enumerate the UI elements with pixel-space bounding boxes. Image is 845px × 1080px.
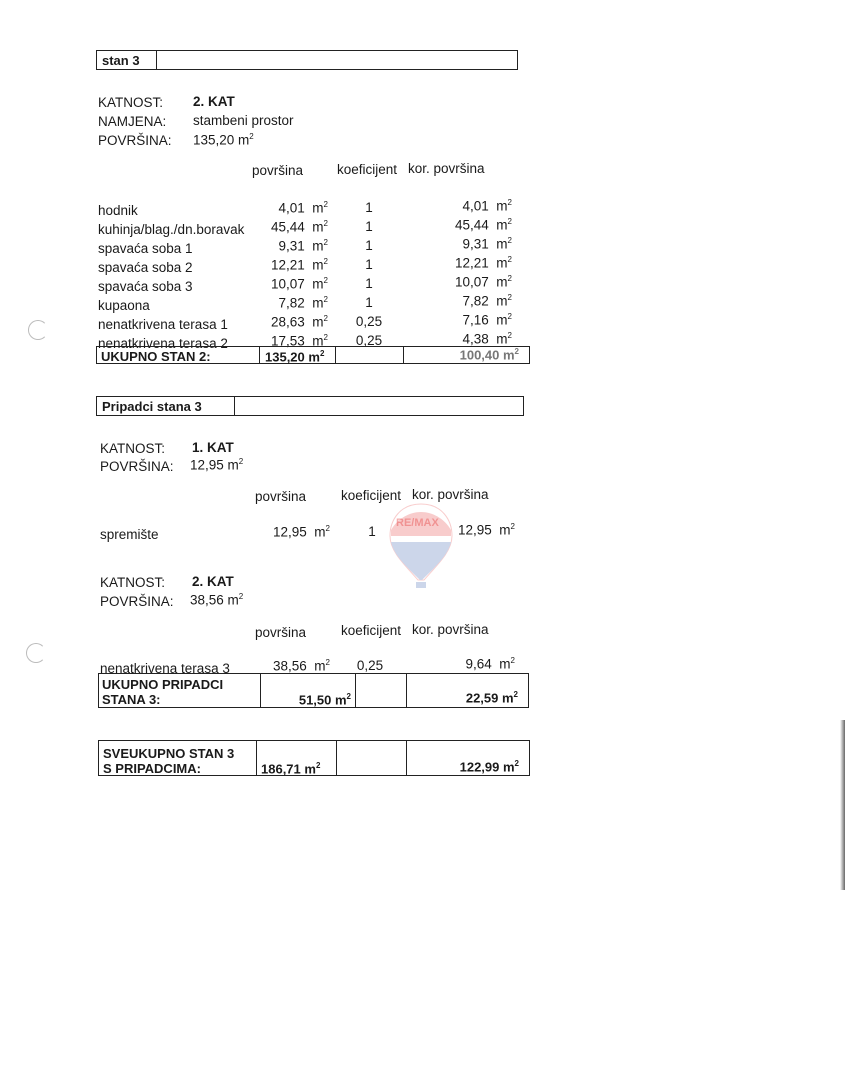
total-pripadci-kor: 22,59 $m^2$ [465, 690, 518, 706]
katnost-value: 2. KAT [193, 94, 235, 109]
remax-balloon-watermark [386, 500, 456, 590]
row-3-kor: 12,21 $m^2$ [454, 255, 512, 271]
row-1-coef: 1 [365, 219, 373, 234]
col-header-kor-povrsina-2: kor. površina [412, 487, 489, 502]
povrsina1-value: 12,95 $m^2$ [190, 457, 244, 473]
row-4-kor: 10,07 $m^2$ [454, 274, 512, 290]
row-5-area: 7,82 $m^2$ [278, 295, 328, 311]
row-terasa3-name: nenatkrivena terasa 3 [100, 661, 230, 676]
katnost-label: KATNOST: [98, 95, 164, 110]
namjena-label: NAMJENA: [98, 114, 167, 129]
katnost1-label: KATNOST: [100, 441, 166, 456]
col-header-koeficijent-3: koeficijent [341, 623, 402, 638]
katnost2-label: KATNOST: [100, 575, 166, 590]
row-3-area: 12,21 $m^2$ [270, 257, 328, 273]
punch-hole-top [28, 320, 48, 340]
row-terasa3-kor: 9,64 $m^2$ [465, 656, 515, 672]
col-header-kor-povrsina-3: kor. površina [412, 622, 489, 637]
row-1-area: 45,44 $m^2$ [270, 219, 328, 235]
grand-total-label: SVEUKUPNO STAN 3 S PRIPADCIMA: [99, 741, 257, 775]
remax-watermark-text: RE/MAX [396, 517, 439, 529]
row-spremiste-name: spremište [100, 527, 159, 542]
col-header-povrsina-2: površina [255, 489, 307, 504]
total-pripadci-area: 51,50 $m^2$ [261, 674, 356, 707]
total-pripadci-label: UKUPNO PRIPADCI STANA 3: [99, 674, 261, 707]
row-7-coef: 0,25 [355, 333, 383, 348]
povrsina2-value: 38,56 $m^2$ [190, 592, 244, 608]
row-4-coef: 1 [365, 276, 373, 291]
grand-total-empty [337, 741, 407, 775]
row-spremiste-kor: 12,95 $m^2$ [457, 522, 515, 538]
row-2-name: spavaća soba 1 [98, 241, 193, 256]
row-5-coef: 1 [365, 295, 373, 310]
povrsina2-label: POVRŠINA: [100, 594, 174, 609]
section-header-stan [96, 50, 518, 70]
row-3-coef: 1 [365, 257, 373, 272]
row-6-name: nenatkrivena terasa 1 [98, 317, 228, 332]
section-header-label: stan 3 [97, 51, 157, 69]
section-header-pripadci [96, 396, 524, 416]
row-4-area: 10,07 $m^2$ [270, 276, 328, 292]
row-6-kor: 7,16 $m^2$ [462, 312, 512, 328]
povrsina-value: 135,20 $m^2$ [193, 132, 254, 148]
row-0-kor: 4,01 $m^2$ [462, 198, 512, 214]
row-7-name: nenatkrivena terasa 2 [98, 336, 228, 351]
grand-total-kor: 122,99 $m^2$ [459, 759, 519, 775]
col-header-povrsina-3: površina [255, 625, 307, 640]
row-7-area: 17,53 $m^2$ [270, 333, 328, 349]
total-pripadci-empty [356, 674, 407, 707]
katnost1-value: 1. KAT [192, 440, 234, 455]
row-5-kor: 7,82 $m^2$ [462, 293, 512, 309]
row-1-name: kuhinja/blag./dn.boravak [98, 222, 245, 237]
row-terasa3-area: 38,56 $m^2$ [272, 658, 330, 674]
col-header-koeficijent: koeficijent [337, 162, 398, 177]
grand-total-area: 186,71 $m^2$ [257, 741, 337, 775]
povrsina1-label: POVRŠINA: [100, 459, 174, 474]
row-2-coef: 1 [365, 238, 373, 253]
total-row-pripadci [98, 673, 529, 708]
total-empty-cell [336, 347, 404, 363]
scan-edge [840, 720, 845, 890]
row-spremiste-coef: 1 [368, 524, 376, 539]
col-header-koeficijent-2: koeficijent [341, 488, 402, 503]
row-terasa3-coef: 0,25 [356, 658, 384, 673]
row-3-name: spavaća soba 2 [98, 260, 193, 275]
punch-hole-bottom [26, 643, 46, 663]
row-6-area: 28,63 $m^2$ [270, 314, 328, 330]
col-header-povrsina: površina [252, 163, 304, 178]
row-0-name: hodnik [98, 203, 138, 218]
row-4-name: spavaća soba 3 [98, 279, 193, 294]
katnost2-value: 2. KAT [192, 574, 234, 589]
section-header-pripadci-label: Pripadci stana 3 [97, 397, 235, 415]
row-6-coef: 0,25 [355, 314, 383, 329]
row-0-area: 4,01 $m^2$ [278, 200, 328, 216]
col-header-kor-povrsina: kor. površina [408, 161, 485, 176]
row-5-name: kupaona [98, 298, 150, 313]
row-spremiste-area: 12,95 $m^2$ [272, 524, 330, 540]
total-label: UKUPNO STAN 2: [97, 347, 260, 363]
row-2-kor: 9,31 $m^2$ [462, 236, 512, 252]
row-2-area: 9,31 $m^2$ [278, 238, 328, 254]
grand-total-row [98, 740, 530, 776]
povrsina-label: POVRŠINA: [98, 133, 172, 148]
total-kor: 100,40 $m^2$ [459, 347, 519, 363]
row-0-coef: 1 [365, 200, 373, 215]
row-1-kor: 45,44 $m^2$ [454, 217, 512, 233]
row-7-kor: 4,38 $m^2$ [462, 331, 512, 347]
total-row-stan [96, 346, 530, 364]
namjena-value: stambeni prostor [193, 113, 294, 128]
total-area: 135,20 $m^2$ [260, 347, 336, 363]
